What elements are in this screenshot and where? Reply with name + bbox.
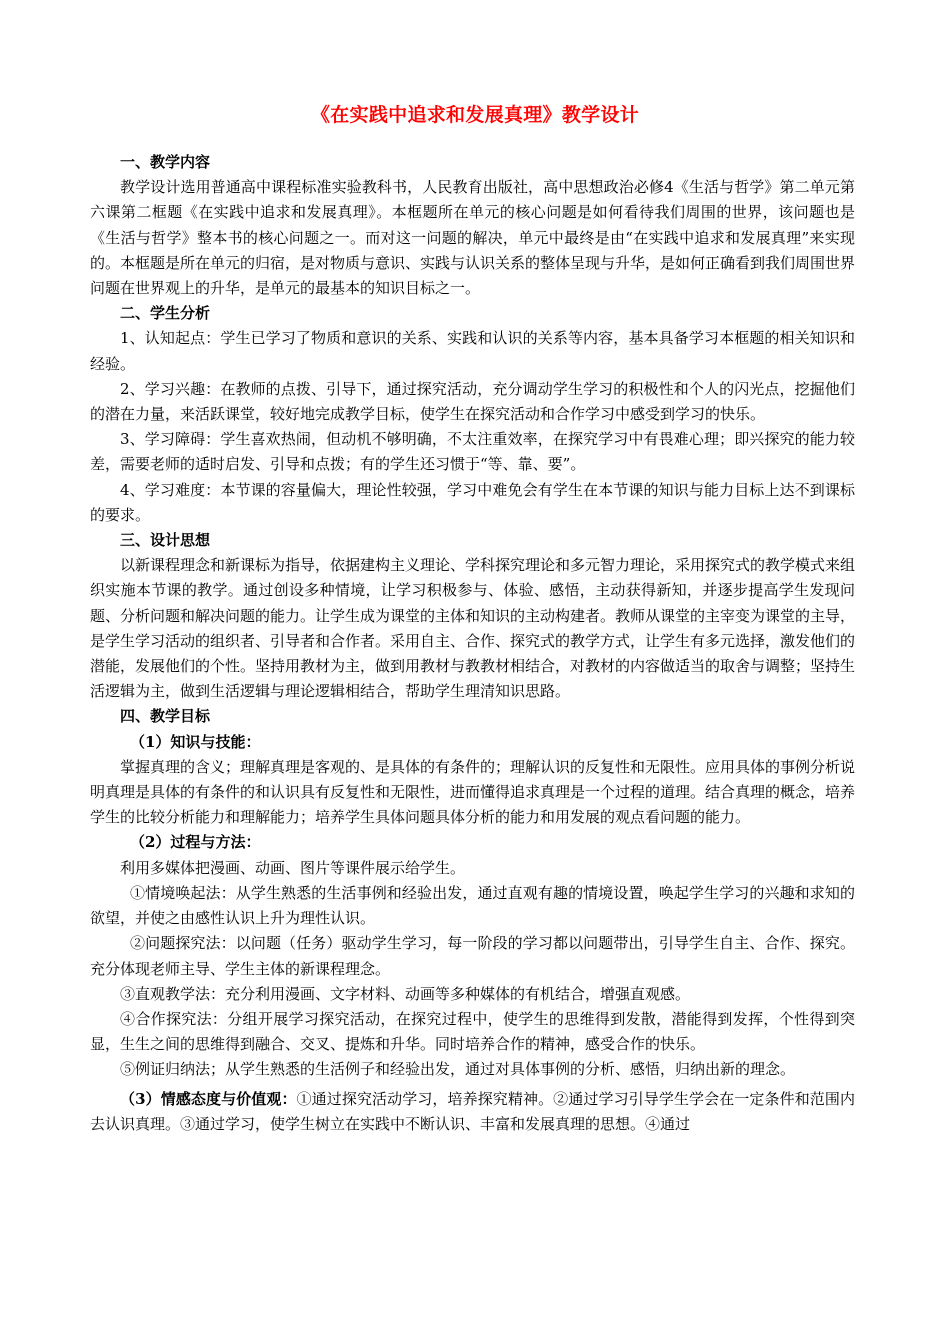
student-analysis-item: 1、认知起点：学生已学习了物质和意识的关系、实践和认识的关系等内容，基本具备学习本框题的相关知识和经验。 — [90, 329, 855, 373]
student-analysis-item: 4、学习难度：本节课的容量偏大，理论性较强，学习中难免会有学生在本节课的知识与能力目标上达不到课标的要求。 — [90, 480, 855, 524]
method-item: ①情境唤起法：从学生熟悉的生活事例和经验出发，通过直观有趣的情境设置，唤起学生学习的兴趣和求知的欲望，并使之由感性认识上升为理性认识。 — [90, 883, 855, 928]
document-title: 《在实践中追求和发展真理》教学设计 — [310, 104, 640, 126]
method-item: ⑤例证归纳法；从学生熟悉的生活例子和经验出发，通过对具体事例的分析、感悟，归纳出新的理念。 — [120, 1060, 796, 1079]
section-paragraph-design: 以新课程理念和新课标为指导，依据建构主义理论、学科探究理论和多元智力理论，采用探究式的教学模式来组织实施本节课的教学。通过创设多种情境，让学习积极参与、体验、感悟，主动获得新知，并逐步提高学生发现问题、分析问题和解决问题的能力。让学生成为课堂的主体和知识的主动构建者。教师从课堂的主宰变为课堂的主导，是学生学习活动的组织者、引导者和合作者。采用自主、合作、探究式的教学方式，让学生有多元选择，激发他们的潜能，发展他们的个性。坚持用教材为主，做到用教材与教教材相结合，对教材的内容做适当的取舍与调整；坚持生活逻辑为主，做到生活逻辑与理论逻辑相结合，帮助学生理清知识思路。 — [90, 556, 856, 701]
student-analysis-item: 3、学习障碍：学生喜欢热闹，但动机不够明确，不太注重效率，在探究学习中有畏难心理；即兴探究的能力较差，需要老师的适时启发、引导和点拨；有的学生还习惯于“等、靠、要”。 — [90, 430, 855, 474]
goal-heading-values: （3）情感态度与价值观： — [120, 1089, 297, 1108]
method-item: ④合作探究法：分组开展学习探究活动，在探究过程中，使学生的思维得到发散，潜能得到发挥，个性得到突显，生生之间的思维得到融合、交叉、提炼和升华。同时培养合作的精神，感受合作的快乐。 — [90, 1009, 855, 1054]
method-item: ③直观教学法：充分利用漫画、文字材料、动画等多种媒体的有机结合，增强直观感。 — [120, 984, 691, 1003]
goal-paragraph-knowledge: 掌握真理的含义；理解真理是客观的、是具体的有条件的；理解认识的反复性和无限性。应用具体的事例分析说明真理是具体的有条件的和认识具有反复性和无限性，进而懂得追求真理是一个过程的道理。结合真理的概念，培养学生的比较分析能力和理解能力；培养学生具体问题具体分析的能力和用发展的观点看问题的能力。 — [90, 757, 856, 827]
goal-heading-process: （2）过程与方法： — [130, 833, 261, 852]
section-heading-goals: 四、教学目标 — [120, 707, 211, 726]
goal-heading-knowledge: （1）知识与技能： — [130, 732, 261, 751]
section-heading-students: 二、学生分析 — [120, 304, 211, 323]
goal-text-values: ①通过探究活动学习，培养探究精神。②通过学习引导学生学会在一定条件和范围内去认识真理。③通过学习，使学生树立在实践中不断认识、丰富和发展真理的思想。④通过 — [90, 1089, 855, 1133]
goal-intro-process: 利用多媒体把漫画、动画、图片等课件展示给学生。 — [120, 858, 466, 877]
section-heading-design: 三、设计思想 — [120, 531, 211, 550]
student-analysis-item: 2、学习兴趣：在教师的点拨、引导下，通过探究活动，充分调动学生学习的积极性和个人的闪光点，挖掘他们的潜在力量，来活跃课堂，较好地完成教学目标，使学生在探究活动和合作学习中感受到学习的快乐。 — [90, 379, 855, 424]
section-heading-content: 一、教学内容 — [120, 153, 211, 171]
method-item: ②问题探究法：以问题（任务）驱动学生学习，每一阶段的学习都以问题带出，引导学生自主、合作、探究。充分体现老师主导、学生主体的新课程理念。 — [90, 934, 855, 978]
goal-paragraph-values — [90, 1087, 855, 1137]
document-body — [90, 150, 855, 1137]
section-paragraph-content: 教学设计选用普通高中课程标准实验教科书，人民教育出版社，高中思想政治必修4《生活与哲学》第二单元第六课第二框题《在实践中追求和发展真理》。本框题所在单元的核心问题是如何看待我们周围的世界，该问题也是《生活与哲学》整本书的核心问题之一。而对这一问题的解决，单元中最终是由“在实践中追求和发展真理”来实现的。本框题是所在单元的归宿，是对物质与意识、实践与认识关系的整体呈现与升华，是如何正确看到我们周围世界问题在世界观上的升华，是单元的最基本的知识目标之一。 — [90, 178, 856, 298]
